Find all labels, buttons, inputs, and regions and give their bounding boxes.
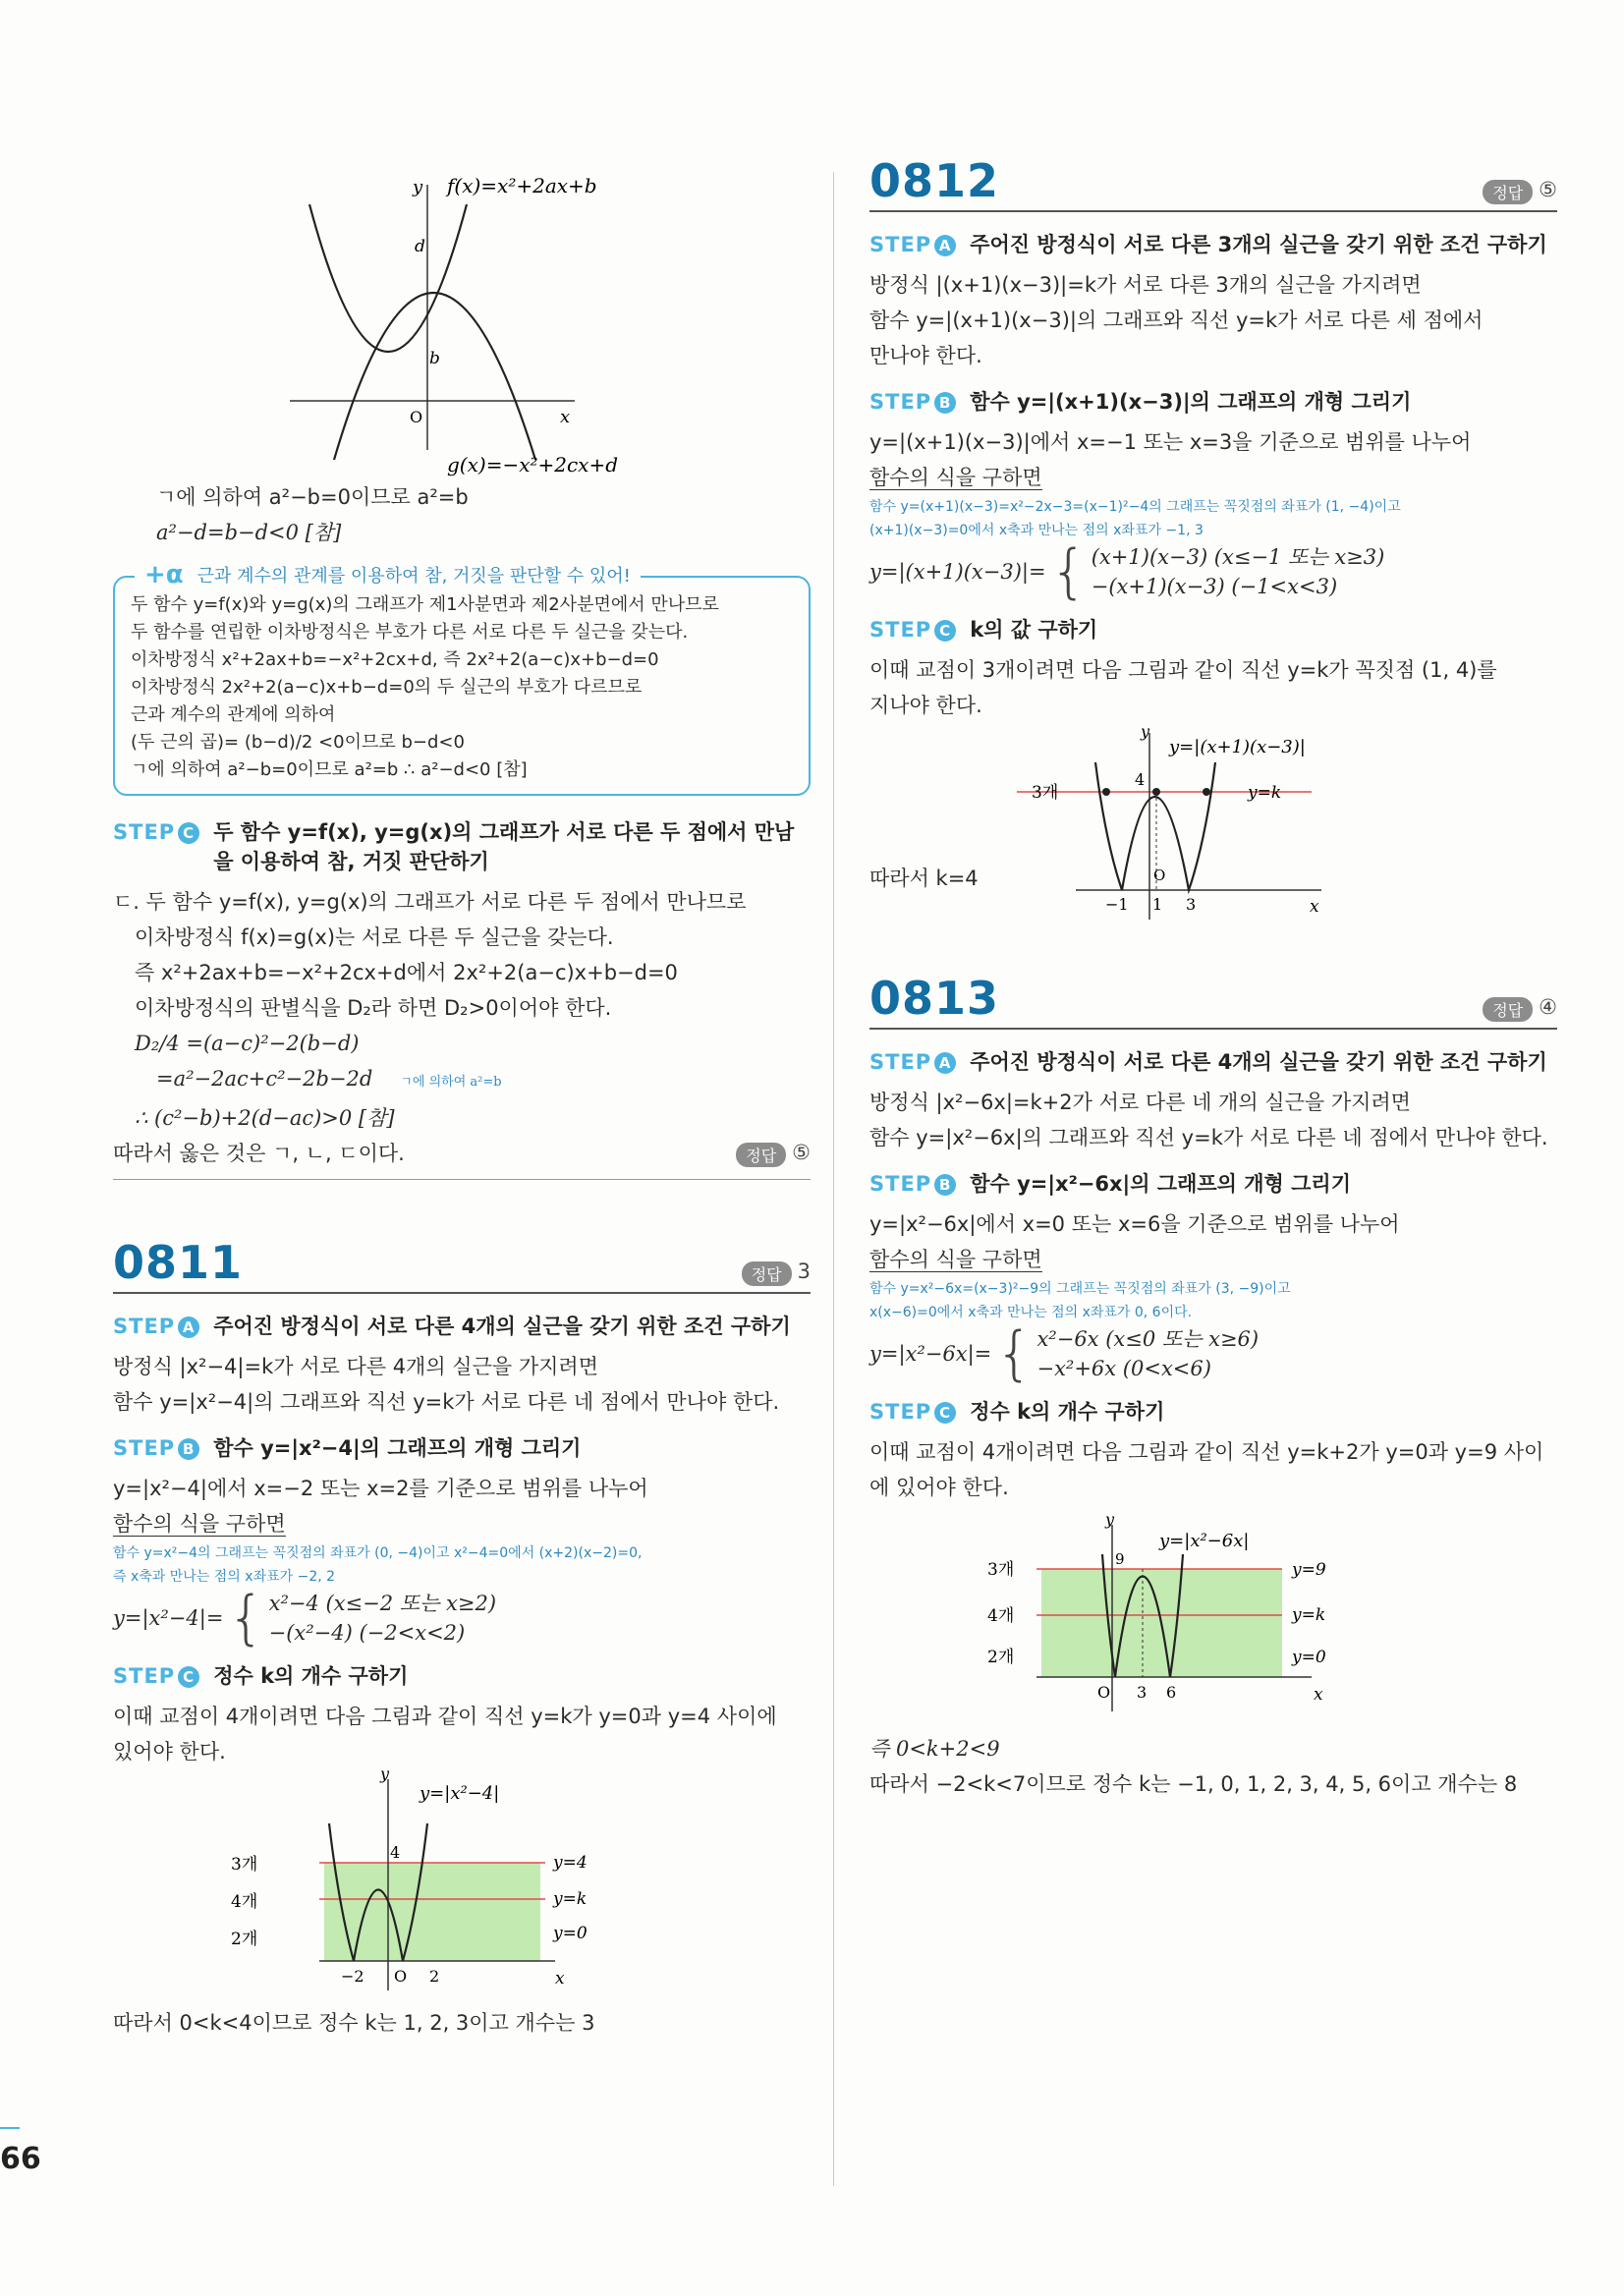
step-c-heading [113,817,811,876]
graph-func-label: y=|x²−4| [420,1783,500,1804]
count-label: 3개 [987,1560,1015,1580]
graph-x-label: x [1314,1685,1323,1705]
step-b-line: 함수의 식을 구하면 [869,1248,1042,1271]
step-a-line: 방정식 |(x+1)(x−3)|=k가 서로 다른 3개의 실근을 가지려면 [869,273,1422,297]
count-label: 4개 [987,1606,1015,1626]
alpha-line: 두 함수를 연립한 이차방정식은 부호가 다른 서로 다른 두 실근을 갖는다. [131,622,689,643]
step-title: 함수 y=|x²−4|의 그래프의 개형 그리기 [213,1436,582,1460]
top-graph-d-label: d [415,237,425,256]
answer-value: ⑤ [1539,178,1557,201]
final-line: 따라서 −2<k<7이므로 정수 k는 −1, 0, 1, 2, 3, 4, 5, 6이고 개수는 8 [869,1772,1518,1796]
case-line: x²−6x (x≤0 또는 x≥6) [1036,1327,1260,1351]
step-b-line: 함수의 식을 구하면 [869,466,1042,489]
left-top-line2: a²−d=b−d<0 [참] [156,521,342,544]
problem-header [113,1236,811,1294]
step-c-line: 이때 교점이 3개이려면 다음 그림과 같이 직선 y=k가 꼭짓점 (1, 4)를 [869,658,1497,682]
answer [1483,995,1557,1022]
step-title: 함수 y=|(x+1)(x−3)|의 그래프의 개형 그리기 [970,390,1412,414]
vertex-value: 9 [1115,1550,1125,1568]
alpha-line: ㄱ에 의하여 a²−b=0이므로 a²=b ∴ a²−d<0 [참] [131,759,528,780]
step-c-line: 이차방정식의 판별식을 D₂라 하면 D₂>0이어야 한다. [135,996,612,1020]
step-letter-icon: C [934,1402,956,1424]
line-label: y=4 [553,1853,588,1873]
tick-label: 3 [1186,895,1197,914]
page-number-bar [0,2127,20,2129]
vertex-value: 4 [1135,770,1146,789]
top-graph-y-label: y [413,177,423,197]
alpha-line: (두 근의 곱)= (b−d)/2 <0이므로 b−d<0 [131,732,465,753]
step-c-line: D₂/4 =(a−c)²−2(b−d) [135,1032,360,1055]
step-c-heading [113,1661,811,1691]
step-b-heading [869,387,1557,417]
step-a-line: 방정식 |x²−6x|=k+2가 서로 다른 네 개의 실근을 가지려면 [869,1091,1411,1114]
graph-y-label: y [1105,1510,1115,1529]
tick-label: O [394,1967,408,1986]
tick-label: 3 [1137,1683,1148,1702]
case-line: −(x+1)(x−3) (−1<x<3) [1091,575,1338,598]
step-tag: STEP A [869,1047,956,1077]
answer-badge: 정답 [1483,180,1533,204]
graph-y-label: y [1141,723,1150,741]
final-line: 따라서 0<k<4이므로 정수 k는 1, 2, 3이고 개수는 3 [113,2011,595,2035]
step-a-line: 함수 y=|(x+1)(x−3)|의 그래프와 직선 y=k가 서로 다른 세 점에서 [869,308,1484,332]
step-title: 두 함수 y=f(x), y=g(x)의 그래프가 서로 다른 두 점에서 만남을 이용하여 참, 거짓 판단하기 [213,820,795,873]
step-letter-icon: A [934,235,956,256]
problem-header [869,972,1557,1030]
right-column [869,154,1557,1802]
graph-func-label: y=|(x+1)(x−3)| [1169,737,1306,757]
case-line: −x²+6x (0<x<6) [1036,1357,1211,1380]
step-c-line: 에 있어야 한다. [869,1476,1009,1499]
step-c-line: 이때 교점이 4개이려면 다음 그림과 같이 직선 y=k+2가 y=0과 y=9 사이 [869,1440,1544,1464]
step-tag: STEP C [869,1397,956,1427]
step-b-note: 즉 x축과 만나는 점의 x좌표가 −2, 2 [113,1569,336,1585]
tick-label: 1 [1152,895,1163,914]
step-a-line: 함수 y=|x²−4|의 그래프와 직선 y=k가 서로 다른 네 점에서 만나야 한다. [113,1390,780,1414]
top-graph [113,165,801,479]
step-tag: STEP C [869,615,956,644]
final-line: 즉 0<k+2<9 [869,1737,1000,1761]
step-letter-icon: C [178,822,199,844]
step-title: 함수 y=|x²−6x|의 그래프의 개형 그리기 [970,1172,1351,1196]
step-a-line: 만나야 한다. [869,344,982,367]
step-a-heading [113,1312,811,1341]
step-c-line: ㄷ. 두 함수 y=f(x), y=g(x)의 그래프가 서로 다른 두 점에서 만나므로 [113,890,747,914]
left-column [113,157,811,2041]
step-c-line: =a²−2ac+c²−2b−2d ㄱ에 의하여 a²=b [156,1067,502,1091]
plus-alpha-header [135,560,641,589]
step-tag: STEP B [869,387,956,417]
answer-badge: 정답 [1483,997,1533,1022]
step-a-heading [869,1047,1557,1077]
tick-label: −1 [1105,895,1129,914]
step-c-line: 즉 x²+2ax+b=−x²+2cx+d에서 2x²+2(a−c)x+b−d=0 [135,961,678,984]
line-label: y=0 [1292,1648,1326,1667]
line-label: y=0 [553,1924,588,1943]
page-number: 66 [0,2142,41,2176]
answer [1483,178,1557,204]
step-title: k의 값 구하기 [970,618,1098,642]
left-top-line1: ㄱ에 의하여 a²−b=0이므로 a²=b [156,485,469,509]
problem-number: 0812 [869,154,1000,207]
step-tag: STEP C [113,817,199,847]
step-c-line: 이때 교점이 4개이려면 다음 그림과 같이 직선 y=k가 y=0과 y=4 사이에 [113,1705,777,1728]
tick-label: 6 [1166,1683,1177,1702]
answer-badge: 정답 [742,1261,792,1286]
step-letter-icon: B [934,1174,956,1196]
problem-header [869,154,1557,212]
step-c-line: ∴ (c²−b)+2(d−ac)>0 [참] [135,1106,395,1130]
step-b-note: 함수 y=x²−6x=(x−3)²−9의 그래프는 꼭짓점의 좌표가 (3, −9)이고 [869,1281,1291,1297]
answer [742,1260,811,1286]
count-label: 3개 [1032,783,1059,803]
vertex-value: 4 [390,1843,401,1862]
step-a-line: 방정식 |x²−4|=k가 서로 다른 4개의 실근을 가지려면 [113,1355,598,1378]
top-graph-x-label: x [560,407,571,427]
step-c-final-row [113,1136,811,1180]
plus-alpha-box [113,560,811,796]
graph-0811 [172,1769,722,1995]
step-b-line: 함수의 식을 구하면 [113,1512,286,1536]
step-letter-icon: C [178,1666,199,1688]
step-b-note: 함수 y=(x+1)(x−3)=x²−2x−3=(x−1)²−4의 그래프는 꼭짓점의 좌표가 (1, −4)이고 [869,499,1401,515]
step-c-heading [869,1397,1557,1427]
plus-alpha-icon: +α [144,560,184,589]
problem-number: 0811 [113,1236,244,1289]
piecewise-function: y=|x²−4|= { x²−4 (x≤−2 또는 x≥2) −(x²−4) (−2<x<2) [113,1584,497,1652]
step-tag: STEP A [113,1312,199,1341]
line-label: y=k [1292,1605,1326,1625]
step-c-line: 이차방정식 f(x)=g(x)는 서로 다른 두 실근을 갖는다. [135,925,614,949]
answer [736,1141,811,1167]
problem-number: 0813 [869,972,1000,1025]
problem-0812 [869,154,1557,917]
step-c-final: 따라서 옳은 것은 ㄱ, ㄴ, ㄷ이다. [113,1142,405,1165]
step-c-line: 있어야 한다. [113,1740,226,1764]
step-b-line: y=|(x+1)(x−3)|에서 x=−1 또는 x=3을 기준으로 범위를 나누어 [869,430,1472,454]
step-title: 주어진 방정식이 서로 다른 3개의 실근을 갖기 위한 조건 구하기 [970,233,1547,256]
tick-label: −2 [341,1967,364,1986]
alpha-line: 이차방정식 2x²+2(a−c)x+b−d=0의 두 실근의 부호가 다르므로 [131,677,643,698]
problem-0813 [869,972,1557,1802]
step-tag: STEP B [113,1433,199,1463]
step-title: 주어진 방정식이 서로 다른 4개의 실근을 갖기 위한 조건 구하기 [213,1315,791,1338]
step-letter-icon: B [934,392,956,414]
count-label: 4개 [231,1892,258,1912]
step-letter-icon: C [934,620,956,642]
step-b-heading [869,1169,1557,1199]
graph-x-label: x [555,1969,565,1988]
answer-value: ④ [1539,995,1557,1019]
tick-label: 2 [429,1967,440,1986]
step-c-line: 지나야 한다. [869,694,982,717]
graph-x-label: x [1310,897,1319,917]
top-graph-origin: O [410,408,423,426]
final-line: 따라서 k=4 [869,867,979,890]
count-label: 2개 [231,1930,258,1949]
step-tag: STEP B [869,1169,956,1199]
case-line: x²−4 (x≤−2 또는 x≥2) [268,1592,497,1615]
line-label: y=k [553,1889,588,1909]
column-divider [833,172,834,2186]
step-b-heading [113,1433,811,1463]
step-b-line: y=|x²−4|에서 x=−2 또는 x=2를 기준으로 범위를 나누어 [113,1477,648,1500]
graph-0812 [928,723,1479,929]
answer-value: 3 [797,1260,811,1283]
step-title: 정수 k의 개수 구하기 [970,1400,1165,1424]
step-c-note: ㄱ에 의하여 a²=b [400,1075,502,1090]
piecewise-function: y=|x²−6x|= { x²−6x (x≤0 또는 x≥6) −x²+6x (0<x<6) [869,1319,1260,1388]
answer-badge: 정답 [736,1143,786,1167]
top-graph-b-label: b [429,349,440,368]
step-b-note: (x+1)(x−3)=0에서 x축과 만나는 점의 x좌표가 −1, 3 [869,523,1204,538]
piecewise-function: y=|(x+1)(x−3)|= { (x+1)(x−3) (x≤−1 또는 x≥3) −(x+1)(x−3) (−1<x<3) [869,537,1385,606]
case-line: (x+1)(x−3) (x≤−1 또는 x≥3) [1091,545,1385,569]
graph-0813 [928,1505,1479,1731]
graph-y-label: y [380,1769,390,1783]
count-label: 3개 [231,1855,258,1875]
graph-func-label: y=|x²−6x| [1159,1531,1250,1551]
count-label: 2개 [987,1648,1015,1667]
top-graph-g-label: g(x)=−x²+2cx+d [447,453,619,476]
step-b-note: x(x−6)=0에서 x축과 만나는 점의 x좌표가 0, 6이다. [869,1305,1193,1320]
case-line: −(x²−4) (−2<x<2) [268,1621,466,1645]
alpha-line: 근과 계수의 관계에 의하여 [131,704,336,725]
step-c-heading [869,615,1557,644]
step-letter-icon: B [178,1438,199,1460]
alpha-line: 두 함수 y=f(x)와 y=g(x)의 그래프가 제1사분면과 제2사분면에서 만나므로 [131,594,719,615]
step-tag: STEP A [869,230,956,259]
tick-label: O [1153,867,1166,884]
answer-value: ⑤ [792,1140,811,1164]
problem-0811 [113,1236,811,2041]
step-letter-icon: A [178,1316,199,1338]
step-b-line: y=|x²−6x|에서 x=0 또는 x=6을 기준으로 범위를 나누어 [869,1212,1400,1236]
alpha-line: 이차방정식 x²+2ax+b=−x²+2cx+d, 즉 2x²+2(a−c)x+b−d=0 [131,649,659,670]
plus-alpha-title: 근과 계수의 관계를 이용하여 참, 거짓을 판단할 수 있어! [196,566,631,587]
step-a-heading [869,230,1557,259]
line-label: y=k [1248,783,1282,803]
line-label: y=9 [1292,1560,1326,1580]
step-a-line: 함수 y=|x²−6x|의 그래프와 직선 y=k가 서로 다른 네 점에서 만나야 한다. [869,1126,1548,1149]
top-graph-f-label: f(x)=x²+2ax+b [447,174,597,197]
step-b-note: 함수 y=x²−4의 그래프는 꼭짓점의 좌표가 (0, −4)이고 x²−4=0에서 (x+2)(x−2)=0, [113,1545,643,1561]
tick-label: O [1097,1683,1111,1702]
step-letter-icon: A [934,1052,956,1074]
step-title: 주어진 방정식이 서로 다른 4개의 실근을 갖기 위한 조건 구하기 [970,1050,1547,1074]
step-tag: STEP C [113,1661,199,1691]
step-title: 정수 k의 개수 구하기 [213,1664,409,1688]
